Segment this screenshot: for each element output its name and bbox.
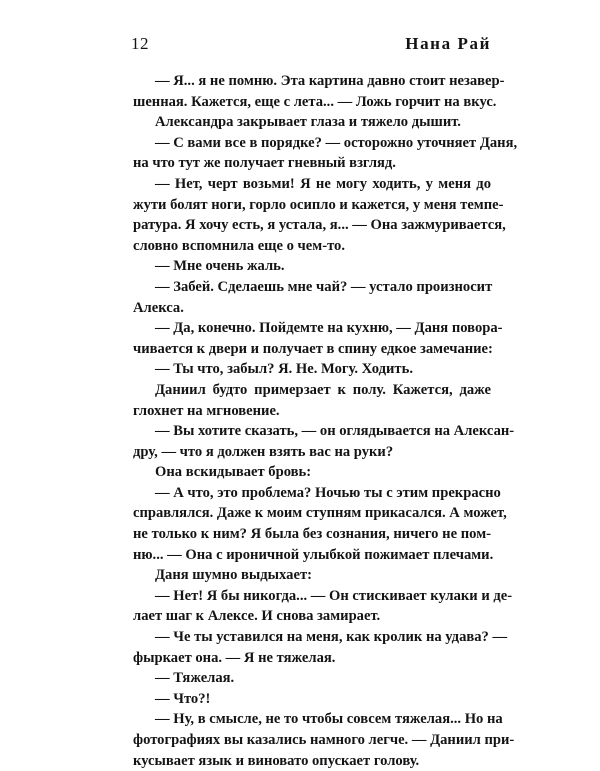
text-line: жути болят ноги, горло осипло и кажется, у меня темпе-	[133, 196, 504, 213]
text-line: ратура. Я хочу есть, я устала, я... — Она зажмуривается,	[133, 217, 506, 234]
text-line: — Забей. Сделаешь мне чай? — устало произносит	[155, 278, 493, 295]
text-line: Даниил будто примерзает к полу. Кажется, даже	[155, 381, 491, 398]
text-line: — Че ты уставился на меня, как кролик на удава? —	[155, 629, 508, 646]
text-line: словно вспомнила еще о чем-то.	[133, 237, 345, 254]
text-line: не только к ним? Я была без сознания, ничего не пом-	[133, 526, 491, 543]
text-line: лает шаг к Алексе. И снова замирает.	[133, 608, 381, 625]
text-line: — Да, конечно. Пойдемте на кухню, — Даня повора-	[155, 320, 503, 337]
text-line: Она вскидывает бровь:	[155, 464, 312, 481]
author-name: Нана Рай	[405, 34, 491, 53]
text-line: Даня шумно выдыхает:	[155, 567, 312, 584]
text-line: — Я... я не помню. Эта картина давно стоит незавер-	[155, 73, 505, 89]
text-line: — Что?!	[155, 690, 211, 707]
text-line: дру, — что я должен взять вас на руки?	[133, 443, 394, 460]
text-line: Александра закрывает глаза и тяжело дышит.	[155, 114, 461, 131]
text-line: шенная. Кажется, еще с лета... — Ложь горчит на вкус.	[133, 93, 497, 110]
text-line: — Нет! Я бы никогда... — Он стискивает кулаки и де-	[155, 587, 513, 604]
text-line: ню... — Она с ироничной улыбкой пожимает плечами.	[133, 546, 494, 563]
text-line: справлялся. Даже к моим ступням прикасался. А может,	[133, 505, 507, 522]
text-line: фыркает она. — Я не тяжелая.	[133, 649, 336, 666]
text-line: Алекса.	[133, 299, 184, 316]
text-line: — А что, это проблема? Ночью ты с этим прекрасно	[155, 484, 501, 501]
text-line: — Вы хотите сказать, — он оглядывается на Алексан-	[155, 423, 515, 440]
text-line: — Нет, черт возьми! Я не могу ходить, у меня до	[155, 175, 491, 192]
text-line: глохнет на мгновение.	[133, 402, 280, 419]
text-line: — Ты что, забыл? Я. Не. Могу. Ходить.	[155, 361, 413, 378]
text-line: — С вами все в порядке? — осторожно уточняет Даня,	[155, 134, 518, 151]
text-line: фотографиях вы казались намного легче. — Даниил при-	[133, 732, 515, 748]
text-line: — Тяжелая.	[155, 670, 235, 687]
page-number: 12	[131, 34, 149, 53]
text-line: — Мне очень жаль.	[155, 258, 285, 275]
text-line: кусывает язык и виновато опускает голову.	[133, 752, 420, 769]
text-line: — Ну, в смысле, не то чтобы совсем тяжелая... Но на	[155, 711, 503, 728]
body-text	[133, 71, 518, 771]
text-line: чивается к двери и получает в спину едкое замечание:	[133, 340, 493, 357]
text-line: на что тут же получает гневный взгляд.	[133, 155, 396, 172]
running-header	[131, 34, 491, 58]
